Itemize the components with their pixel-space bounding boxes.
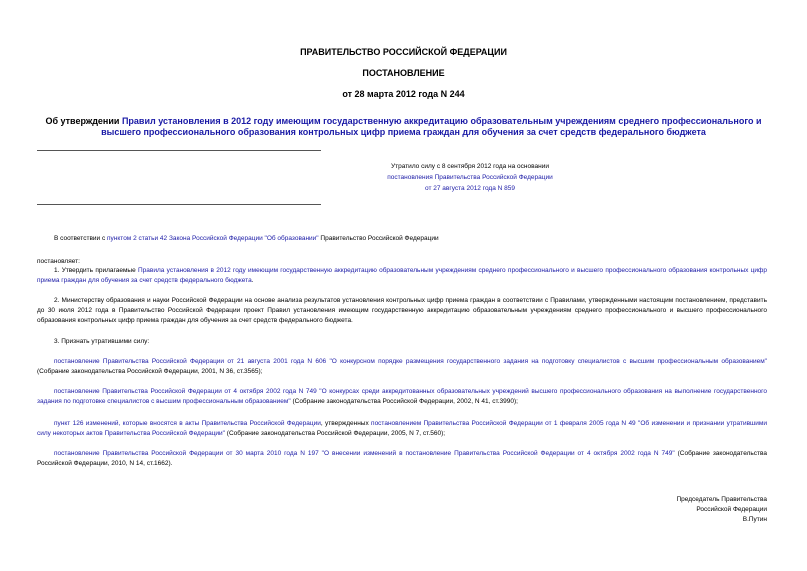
- intro-paragraph: [37, 234, 767, 244]
- paragraph-1: [37, 266, 767, 286]
- intro-pre: В соответствии с: [54, 235, 108, 242]
- paragraph-2: [37, 296, 767, 326]
- repealed-item-3-source: (Собрание законодательства Российской Федерации, 2005, N 7, ст.560);: [224, 430, 446, 437]
- resolves-word: постановляет:: [37, 258, 80, 265]
- p2-text: 2. Министерству образования и науки Российской Федерации на основе анализа результатов установления контрольных цифр приема граждан в соответствии с Правилами, утвержденными настоящим постановлением, представить до 30 июля 2012 года в Правительство Российской Федерации проект Правил установления имеющим государственную аккредитацию образовательным учреждениям среднего профессионального и высшего профессионального образования контрольных цифр приема граждан для обучения за счет средств федерального бюджета.: [37, 297, 767, 324]
- approved-rules-link[interactable]: Правила установления в 2012 году имеющим государственную аккредитацию образовательным учреждениям среднего профессионального и высшего профессионального образования контрольных цифр приема граждан для обучения за счет средств федерального бюджета: [37, 267, 767, 284]
- p1-post: .: [251, 277, 254, 284]
- repealed-item-3: [37, 419, 767, 439]
- status-note-line3-wrap: [260, 184, 680, 194]
- divider-top: [37, 150, 321, 151]
- repealed-item-4-source: (Собрание законодательства Российской Федерации, 2010, N 14, ст.1662).: [37, 450, 767, 467]
- title-rules-link[interactable]: Правил установления в 2012 году имеющим государственную аккредитацию образовательным учреждениям среднего профессионального и высшего профессионального образования контрольных цифр приема граждан для обучения за счет средств федерального бюджета: [101, 116, 762, 137]
- repealed-item-1-source: (Собрание законодательства Российской Федерации, 2001, N 36, ст.3565);: [37, 368, 263, 375]
- education-law-link[interactable]: пунктом 2 статьи 42 Закона Российской Федерации "Об образовании": [107, 235, 319, 242]
- document-type-heading: ПОСТАНОВЛЕНИЕ: [362, 68, 445, 78]
- repealed-item-2: [37, 387, 767, 407]
- divider-bottom: [37, 204, 321, 205]
- signatory-country: Российской Федерации: [696, 506, 767, 513]
- repealed-item-2-link[interactable]: постановление Правительства Российской Федерации от 4 октября 2002 года N 749 "О конкурсах среди аккредитованных образовательных учреждений высшего профессионального образования на выполнение государственного задания по подготовке специалистов с высшим профессиональным образованием": [37, 388, 767, 405]
- status-note-line1: Утратило силу с 8 сентября 2012 года на основании: [391, 163, 549, 170]
- document-date-number: от 28 марта 2012 года N 244: [342, 89, 465, 99]
- title-prefix: Об утверждении: [45, 116, 122, 126]
- signatory-name: В.Путин: [742, 516, 767, 523]
- repeal-resolution-link[interactable]: постановления Правительства Российской Федерации: [387, 174, 553, 181]
- repealed-item-4-link[interactable]: постановление Правительства Российской Федерации от 30 марта 2010 года N 197 "О внесении изменений в постановление Правительства Российской Федерации от 4 октября 2002 года N 749": [54, 450, 675, 457]
- repealed-item-1: [37, 357, 767, 377]
- repealed-item-1-link[interactable]: постановление Правительства Российской Федерации от 21 августа 2001 года N 606 "О конкурсном порядке размещения государственного задания на подготовку специалистов с высшим профессиональным образованием": [54, 358, 767, 365]
- repealed-item-3-link2[interactable]: постановлением Правительства Российской Федерации от 1 февраля 2005 года N 49 "Об изменении и признании утратившими силу некоторых актов Правительства Российской Федерации": [37, 420, 767, 437]
- intro-post: Правительство Российской Федерации: [318, 235, 439, 242]
- issuer-heading: ПРАВИТЕЛЬСТВО РОССИЙСКОЙ ФЕДЕРАЦИИ: [300, 47, 507, 57]
- signatory-title: Председатель Правительства: [676, 496, 767, 503]
- p1-pre: 1. Утвердить прилагаемые: [54, 267, 138, 274]
- status-note-line2-wrap: [260, 173, 680, 183]
- repeal-resolution-date-link[interactable]: от 27 августа 2012 года N 859: [424, 185, 515, 192]
- paragraph-3: [37, 337, 767, 347]
- repealed-item-2-source: (Собрание законодательства Российской Федерации, 2002, N 41, ст.3990);: [290, 398, 518, 405]
- repealed-item-3-mid: , утвержденных: [320, 420, 372, 427]
- p3-text: 3. Признать утратившими силу:: [54, 338, 150, 345]
- repealed-item-4: [37, 449, 767, 469]
- document-title: [40, 116, 767, 138]
- repealed-item-3-link[interactable]: пункт 126 изменений, которые вносятся в акты Правительства Российской Федерации: [54, 420, 321, 427]
